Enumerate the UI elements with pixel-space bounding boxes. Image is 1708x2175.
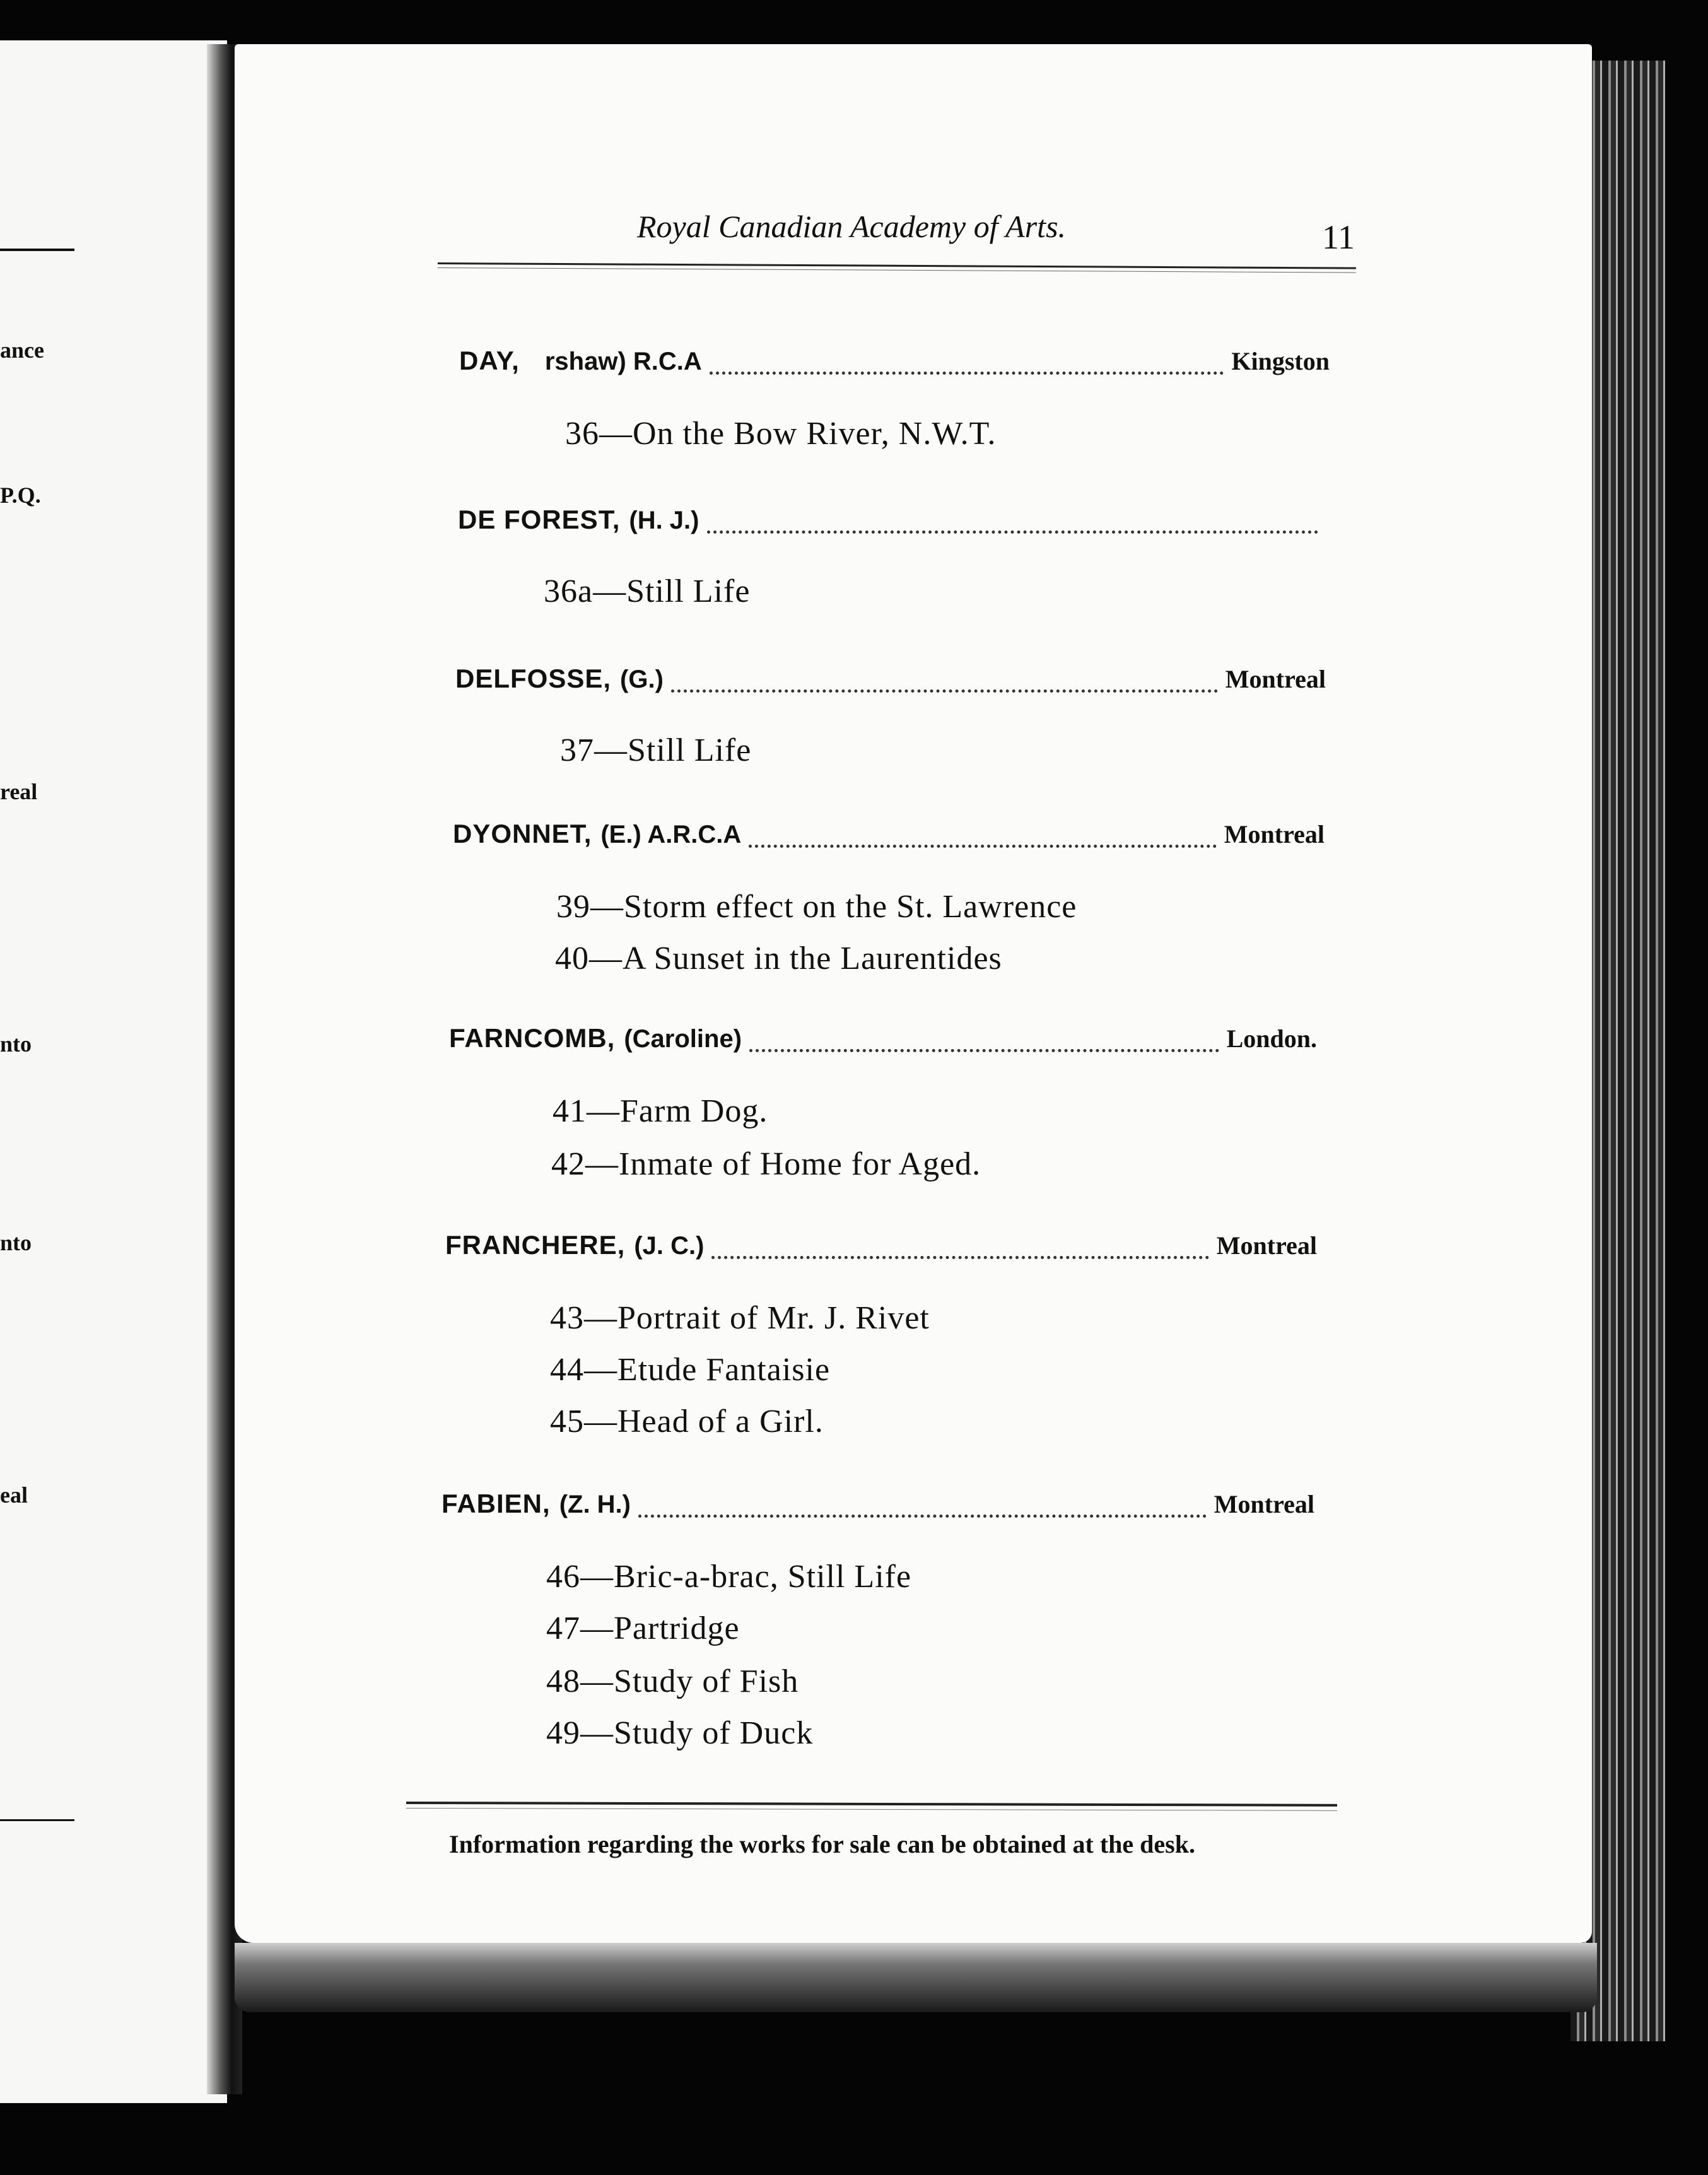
work-item: 39—Storm effect on the St. Lawrence (556, 889, 1077, 925)
artist-entry-heading (442, 1489, 1314, 1527)
work-item: 47—Partridge (546, 1610, 740, 1646)
artist-city: Montreal (1214, 1490, 1314, 1518)
work-item: 45—Head of a Girl. (550, 1404, 824, 1439)
work-item: 42—Inmate of Home for Aged. (551, 1146, 981, 1182)
artist-entry-heading (449, 1023, 1317, 1061)
artist-city: London. (1226, 1024, 1317, 1053)
artist-name: DELFOSSE, (455, 664, 612, 693)
footer-note: Information regarding the works for sale can be obtained at the desk. (449, 1830, 1195, 1858)
work-item: 36a—Still Life (544, 573, 751, 609)
left-facing-page (0, 40, 227, 2103)
dot-leader (671, 689, 1218, 693)
artist-detail: (Caroline) (624, 1025, 742, 1053)
artist-name: FRANCHERE, (445, 1230, 626, 1260)
artist-name: DE FOREST, (458, 505, 621, 534)
artist-city: Montreal (1224, 820, 1325, 848)
artist-city: Montreal (1216, 1231, 1317, 1260)
artist-detail: (Z. H.) (559, 1491, 631, 1518)
artist-detail: (H. J.) (629, 507, 699, 534)
artist-entry-heading (445, 1230, 1317, 1268)
artist-detail: (G.) (620, 665, 664, 693)
dot-leader (710, 372, 1224, 375)
work-item: 40—A Sunset in the Laurentides (555, 941, 1002, 976)
dot-leader (707, 531, 1319, 534)
artist-name: DAY, (459, 346, 520, 375)
artist-city: Kingston (1231, 347, 1330, 375)
left-page-rule (0, 249, 74, 251)
dot-leader (749, 1049, 1219, 1052)
left-page-fragment: ance (0, 337, 44, 363)
work-item: 48—Study of Fish (546, 1663, 799, 1699)
dot-leader (638, 1515, 1207, 1518)
left-page-fragment: nto (0, 1031, 32, 1057)
artist-detail: rshaw) R.C.A (544, 348, 702, 375)
right-page (235, 44, 1592, 1943)
dot-leader (711, 1256, 1208, 1259)
artist-entry-heading (458, 505, 1326, 542)
artist-detail: (E.) A.R.C.A (600, 821, 742, 848)
running-head: Royal Canadian Academy of Arts. (637, 209, 1067, 244)
work-item: 49—Study of Duck (546, 1715, 814, 1751)
work-item: 43—Portrait of Mr. J. Rivet (550, 1300, 930, 1336)
left-page-fragment: P.Q. (0, 483, 41, 508)
artist-entry-heading (459, 346, 1330, 384)
work-item: 44—Etude Fantaisie (550, 1352, 831, 1388)
artist-entry-heading (453, 819, 1325, 857)
work-item: 41—Farm Dog. (553, 1093, 768, 1129)
dot-leader (749, 845, 1216, 848)
left-page-fragment: real (0, 779, 38, 804)
artist-name: FABIEN, (442, 1489, 551, 1518)
work-item: 36—On the Bow River, N.W.T. (565, 416, 997, 452)
artist-detail: (J. C.) (634, 1232, 705, 1260)
left-page-rule (0, 1819, 74, 1821)
artist-name: DYONNET, (453, 819, 592, 848)
artist-entry-heading (455, 664, 1326, 701)
page-number: 11 (1322, 218, 1355, 256)
left-page-fragment: eal (0, 1482, 28, 1508)
artist-name: FARNCOMB, (449, 1023, 616, 1053)
artist-city: Montreal (1225, 665, 1326, 693)
work-item: 46—Bric-a-brac, Still Life (546, 1559, 912, 1595)
work-item: 37—Still Life (560, 732, 752, 768)
page-bottom-edge (235, 1943, 1597, 2012)
left-page-fragment: nto (0, 1230, 32, 1255)
